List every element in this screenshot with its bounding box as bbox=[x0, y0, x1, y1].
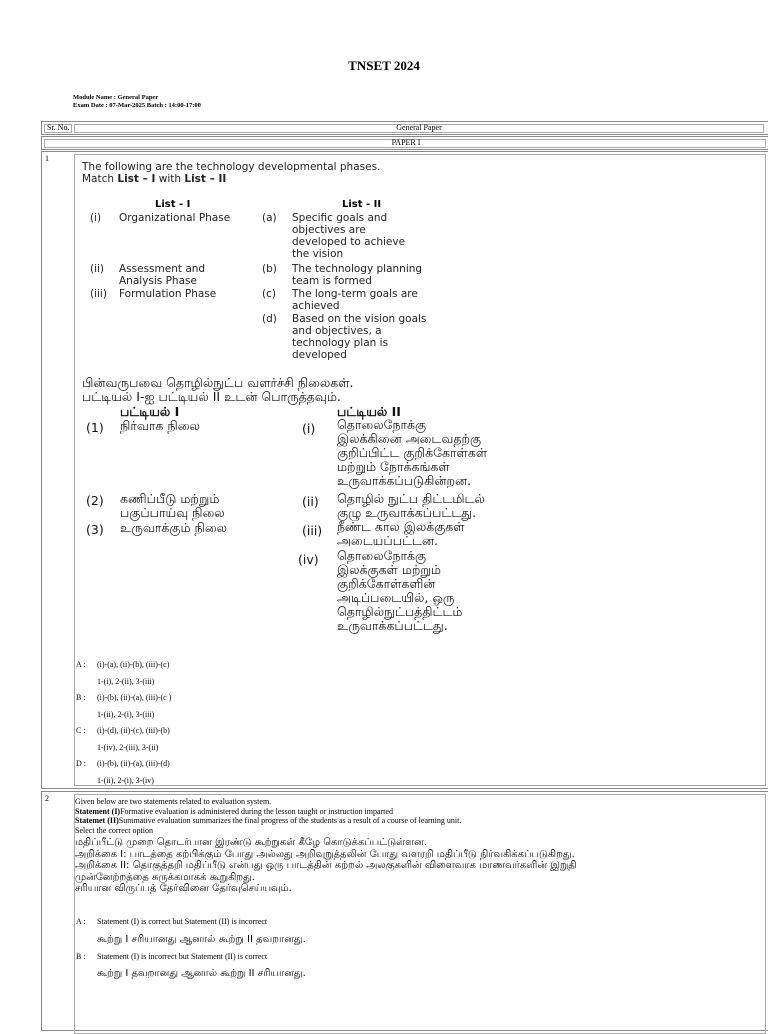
option-label: A : bbox=[76, 917, 86, 926]
q2-tamil: மதிப்பீட்டு முறை தொடர்பான இரண்டு கூற்றுகள் கீழே கொடுக்கப்பட்டுள்ளன. அறிக்கை I: பாடத்தை கற்பிக்கும் போது அல்லது அறிவுறுத்தலின் போது வளரறி மதிப்பீடு நிர்வகிக்கப்படுகிறது. அறிக்கை II: தொகுத்தறி மதிப்பீடு என்பது ஒரு பாடத்தின் கற்றல் அலகுகளின் விளைவாக மாணவர்களின் இறுதி முன்னேற்றத்தை சுருக்கமாகக் கூறுகிறது. சரியான விருப்பத் தேர்வினை தேர்வுசெய்யவும். bbox=[75, 837, 577, 894]
question-number: 1 bbox=[45, 154, 49, 163]
q1-tamil-intro: பின்வருபவை தொழில்நுட்ப வளர்ச்சி நிலைகள். பட்டியல் I-ஐ பட்டியல் II உடன் பொருத்தவும். bbox=[82, 375, 354, 404]
option-text-tamil[interactable]: 1-(iv), 2-(iii), 3-(ii) bbox=[97, 743, 159, 752]
list1-key: (i) bbox=[90, 212, 102, 224]
list2-item: Specific goals and objectives are developed to achieve the vision bbox=[292, 212, 406, 260]
option-text-tamil[interactable]: 1-(ii), 2-(i), 3-(iv) bbox=[97, 776, 154, 785]
q2-statements: Given below are two statements related to evaluation system. Statement (I)Formative evaluation is administered during the lesson taught or instruction imparted Statemet (II)Summative evaluation summarizes the final progress of the students as a result of a course of learning unit. Select the correct option bbox=[75, 797, 462, 835]
list2-item: The long-term goals are achieved bbox=[292, 288, 418, 312]
option-label: B : bbox=[76, 693, 86, 702]
ta-list1-key: (3) bbox=[86, 522, 104, 537]
list1-item: Assessment and Analysis Phase bbox=[119, 263, 206, 287]
list1-key: (ii) bbox=[90, 263, 105, 275]
exam-date: Exam Date : 07-Mar-2025 Batch : 14:00-17:00 bbox=[73, 102, 201, 109]
option-label: C : bbox=[76, 726, 86, 735]
option-text[interactable]: Statement (I) is incorrect but Statement (II) is correct bbox=[97, 952, 268, 961]
ta-list2-key: (iv) bbox=[298, 552, 319, 567]
ta-list2-key: (iii) bbox=[302, 523, 323, 538]
col-srno: Sr. No. bbox=[47, 123, 70, 132]
table-header-row bbox=[41, 121, 768, 135]
ta-list1-key: (2) bbox=[86, 493, 104, 508]
option-label: A : bbox=[76, 660, 86, 669]
ta-list2-key: (ii) bbox=[302, 494, 319, 509]
list2-key: (a) bbox=[262, 212, 277, 224]
list2-key: (b) bbox=[262, 263, 277, 275]
list2-item: The technology planning team is formed bbox=[292, 263, 423, 287]
list2-key: (c) bbox=[262, 288, 276, 300]
list1-heading: List - I bbox=[155, 199, 191, 210]
section-title: PAPER I bbox=[391, 138, 421, 147]
ta-list2-heading: பட்டியல் II bbox=[337, 404, 401, 419]
option-text[interactable]: (i)-(b), (ii)-(a), (iii)-(d) bbox=[97, 759, 170, 768]
ta-list2-key: (i) bbox=[302, 421, 316, 436]
list1-key: (iii) bbox=[90, 288, 107, 300]
option-label: D : bbox=[76, 759, 86, 768]
ta-list1-item: கணிப்பீடு மற்றும் பகுப்பாய்வு நிலை bbox=[120, 491, 225, 520]
list2-key: (d) bbox=[262, 313, 277, 325]
ta-list2-item: தொழில் நுட்ப திட்டமிடல் குழு உருவாக்கப்பட்டது. bbox=[337, 491, 485, 520]
ta-list1-heading: பட்டியல் I bbox=[120, 404, 180, 419]
option-text-tamil[interactable]: 1-(i), 2-(ii), 3-(iii) bbox=[97, 677, 155, 686]
ta-list1-key: (1) bbox=[86, 420, 104, 435]
module-name: Module Name : General Paper bbox=[73, 94, 159, 101]
option-text[interactable]: Statement (I) is correct but Statement (II) is incorrect bbox=[97, 917, 268, 926]
option-text[interactable]: (i)-(d), (ii)-(c), (iii)-(b) bbox=[97, 726, 170, 735]
ta-list2-item: தொலைநோக்கு இலக்குகள் மற்றும் குறிக்கோள்களின் அடிப்படையில், ஒரு தொழில்நுட்பத்திட்டம் உருவாக்கப்பட்டது. bbox=[337, 548, 463, 633]
section-row bbox=[41, 136, 768, 150]
option-text[interactable]: (i)-(b), (ii)-(a), (iii)-(c ) bbox=[97, 693, 172, 702]
option-text-tamil[interactable]: 1-(ii), 2-(i), 3-(iii) bbox=[97, 710, 155, 719]
option-text-tamil[interactable]: கூற்று I தவறானது ஆனால் கூற்று II சரியானது. bbox=[97, 968, 306, 979]
option-text-tamil[interactable]: கூற்று I சரியானது ஆனால் கூற்று II தவறானது. bbox=[97, 934, 306, 945]
list1-item: Organizational Phase bbox=[119, 212, 231, 224]
q1-intro: The following are the technology developmental phases. Match List – I with List – II bbox=[82, 161, 381, 185]
ta-list1-item: உருவாக்கும் நிலை bbox=[120, 520, 228, 535]
ta-list2-item: நீண்ட கால இலக்குகள் அடையப்பட்டன. bbox=[337, 519, 465, 548]
list2-heading: List - II bbox=[342, 199, 382, 210]
question-number: 2 bbox=[45, 794, 49, 803]
list2-item: Based on the vision goals and objectives, a technology plan is developed bbox=[292, 313, 427, 361]
option-label: B : bbox=[76, 952, 86, 961]
exam-title: TNSET 2024 bbox=[348, 58, 420, 73]
ta-list2-item: தொலைநோக்கு இலக்கினை அடைவதற்கு குறிப்பிட்ட குறிக்கோள்கள் மற்றும் நோக்கங்கள் உருவாக்கப்படுகின்றன. bbox=[337, 417, 488, 488]
ta-list1-item: நிர்வாக நிலை bbox=[120, 418, 200, 433]
list1-item: Formulation Phase bbox=[119, 288, 217, 300]
col-paper: General Paper bbox=[396, 123, 442, 132]
option-text[interactable]: (i)-(a), (ii)-(b), (iii)-(c) bbox=[97, 660, 170, 669]
